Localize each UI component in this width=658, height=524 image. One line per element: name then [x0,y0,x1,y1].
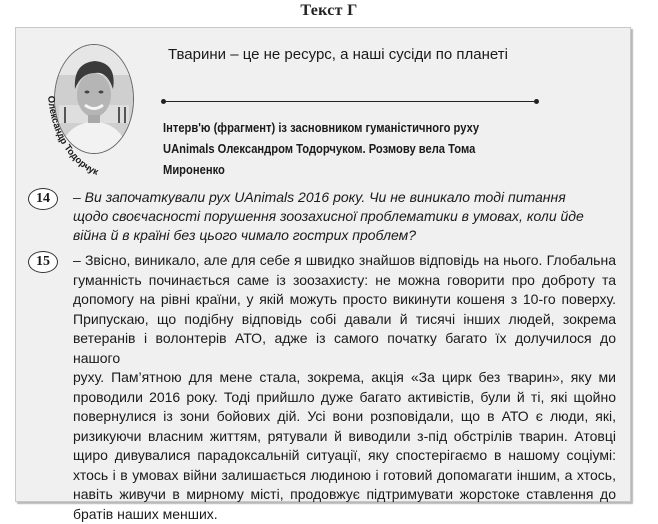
answer-line: проводили 2016 року. Тоді прийшло дуже багато активістів, були й ті, які щойно [73,388,616,408]
answer-line: навіть живучи в мирному місті, продовжує підтримувати жорстоке ставлення до [73,485,616,505]
photo-caption [38,38,158,188]
question-line: війна й в країні без цього чимало гострих проблем? [73,226,613,245]
answer-line: ризикуючи власним життям, рятували й виводили з-під обстрілів тварин. Атовці [73,427,616,447]
article-box [15,27,631,502]
paragraph-number-badge: 14 [28,188,58,210]
answer-line: гуманність починається саме із зоозахисту: не можна говорити про доброту та [73,271,616,291]
answer-line: повернулися із зони бойових дій. Усі вони розповідали, що в АТО є люди, які, [73,407,616,427]
lead-line: UAnimals Олександром Тодорчуком. Розмову вела Тома [163,138,447,159]
answer-line: – Звісно, виникало, але для себе я швидко знайшов відповідь на нього. Глобальна [73,251,616,271]
answer-text [73,251,616,524]
author-photo-block [38,38,138,178]
question-line: – Ви започаткували рух UAnimals 2016 року. Чи не виникало тоді питання [73,188,613,207]
document-title: Текст Г [0,2,658,20]
question-text [73,188,613,245]
article-lead [163,117,447,180]
answer-line: руху. Пам’ятною для мене стала, зокрема, акція «За цирк без тварин», яку ми [73,368,616,388]
lead-line: Інтерв'ю (фрагмент) із засновником гуманістичного руху [163,117,447,138]
answer-line: ветеранів і волонтерів АТО, адже із самого початку багато їх долучилося до нашого [73,329,616,368]
question-line: щодо своєчасності порушення зоозахисної проблематики в умовах, коли йде [73,207,613,226]
answer-line: хтось і в умовах війни залишається людиною і готовий допомагати іншим, а хтось, [73,466,616,486]
answer-line: братів наших менших. [73,505,616,524]
svg-text:Олександр Тодорчук: Олександр Тодорчук [45,95,100,178]
lead-line: Мироненко [163,159,447,180]
answer-line: щиро дивувалися парадоксальній ситуації, яку спостерігаємо в нашому соціумі: [73,446,616,466]
answer-line: допомогу на рівні країни, у якій можуть просто викинути кошеня з 10-го поверху. [73,290,616,310]
paragraph-number-badge: 15 [28,251,58,273]
divider-rule [163,101,537,102]
answer-line: Припускаю, що подібну відповідь собі давали й тисячі інших людей, зокрема [73,310,616,330]
article-headline: Тварини – це не ресурс, а наші сусіди по планеті [168,46,508,63]
